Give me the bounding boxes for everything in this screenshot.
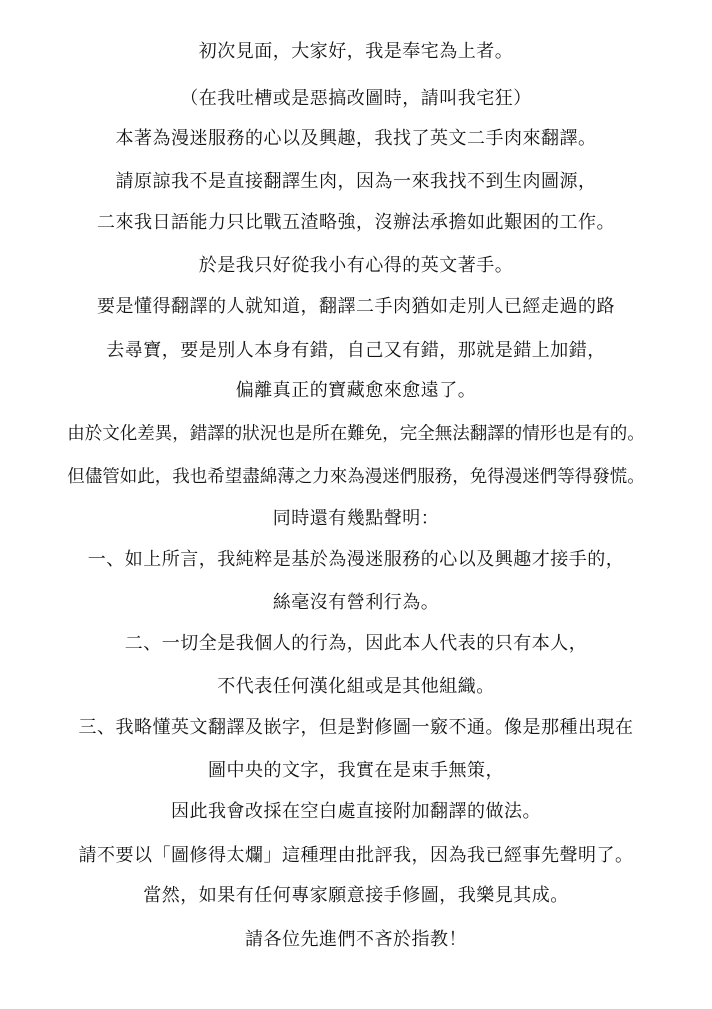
text-line: （在我吐槽或是惡搞改圖時，請叫我宅狂） — [180, 88, 532, 109]
text-line: 因此我會改採在空白處直接附加翻譯的做法。 — [171, 801, 541, 822]
text-line: 要是懂得翻譯的人就知道，翻譯二手肉猶如走別人已經走過的路 — [97, 296, 615, 317]
text-line: 請原諒我不是直接翻譯生肉，因為一來我找不到生肉圖源， — [115, 171, 597, 192]
text-line: 偏離真正的寶藏愈來愈遠了。 — [235, 380, 477, 401]
text-line: 絲毫沒有營利行為。 — [272, 592, 440, 613]
text-line: 請各位先進們不吝於指教！ — [245, 929, 467, 950]
text-line: 同時還有幾點聲明： — [272, 508, 440, 529]
text-line: 圖中央的文字，我實在是束手無策， — [208, 760, 504, 781]
text-line: 由於文化差異，錯譯的狀況也是所在難免，完全無法翻譯的情形也是有的。 — [67, 424, 645, 444]
text-line: 本著為漫迷服務的心以及興趣，我找了英文二手肉來翻譯。 — [115, 128, 597, 149]
text-line: 一、如上所言，我純粹是基於為漫迷服務的心以及興趣才接手的， — [87, 549, 625, 570]
text-line: 請不要以「圖修得太爛」這種理由批評我，因為我已經事先聲明了。 — [78, 845, 634, 866]
text-line: 去尋寶，要是別人本身有錯，自己又有錯，那就是錯上加錯， — [106, 340, 606, 361]
text-line: 二、一切全是我個人的行為，因此本人代表的只有本人， — [124, 633, 588, 654]
text-line: 三、我略懂英文翻譯及嵌字，但是對修圖一竅不通。像是那種出現在 — [78, 717, 634, 738]
text-line: 初次見面，大家好，我是奉宅為上者。 — [198, 41, 514, 62]
text-line: 不代表任何漢化組或是其他組織。 — [217, 676, 495, 697]
text-line: 但儘管如此，我也希望盡綿薄之力來為漫迷們服務，免得漫迷們等得發慌。 — [67, 467, 645, 487]
text-line: 二來我日語能力只比戰五渣略強，沒辦法承擔如此艱困的工作。 — [97, 212, 615, 233]
text-line: 當然，如果有任何專家願意接手修圖，我樂見其成。 — [143, 885, 569, 906]
text-line: 於是我只好從我小有心得的英文著手。 — [198, 255, 514, 276]
